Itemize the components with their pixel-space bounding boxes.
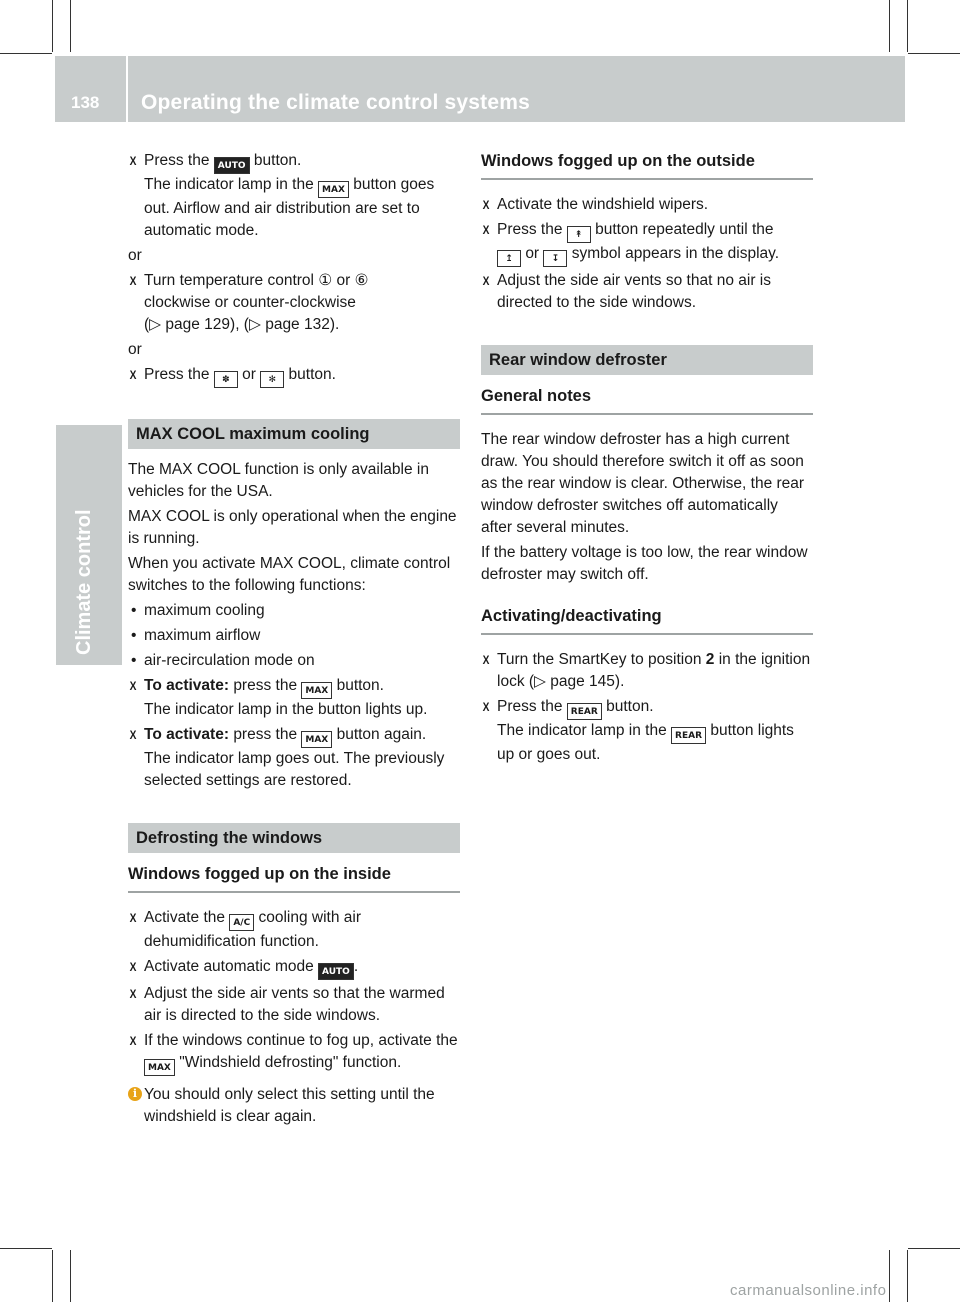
left-column bbox=[128, 150, 460, 1131]
crop-mark bbox=[889, 1250, 890, 1302]
ac-icon: A/C bbox=[229, 914, 254, 931]
rear-defrost-icon: REAR bbox=[567, 703, 602, 720]
page-number: 138 bbox=[71, 93, 100, 112]
watermark: carmanualsonline.info bbox=[730, 1282, 887, 1299]
fan-increase-icon: ✽ bbox=[214, 371, 238, 388]
step-press-fan: X Press the ✽ or ✻ button. bbox=[128, 364, 460, 388]
fan-decrease-icon: ✻ bbox=[260, 371, 284, 388]
page-header bbox=[55, 56, 905, 122]
callout-6-icon: ⑥ bbox=[354, 272, 369, 289]
crop-mark bbox=[0, 1248, 52, 1249]
section-heading: MAX COOL maximum cooling bbox=[128, 419, 460, 449]
step-activate-ac: X Activate the A/C cooling with air dehumidification function. bbox=[128, 907, 460, 953]
paragraph: The rear window defroster has a high current draw. You should therefore switch it off as soon as the rear window is clear. Otherwise, the rear window defroster switches off automatically after several minutes. bbox=[481, 431, 805, 536]
or-text: or bbox=[128, 341, 142, 358]
crop-mark bbox=[908, 1248, 960, 1249]
crop-mark bbox=[907, 0, 908, 52]
airflow-lower-icon: ↧ bbox=[543, 250, 567, 267]
header-divider bbox=[126, 56, 128, 122]
max-cool-icon: MAX bbox=[301, 682, 332, 699]
step-windshield-defrost: X If the windows continue to fog up, activate the MAX "Windshield defrosting" function. bbox=[128, 1030, 460, 1076]
paragraph: If the battery voltage is too low, the rear window defroster may switch off. bbox=[481, 544, 808, 583]
step-press-auto: X Press the AUTO button. The indicator lamp in the MAX button goes out. Airflow and air distribution are set to automatic mode. bbox=[128, 150, 460, 242]
page-title: Operating the climate control systems bbox=[141, 91, 531, 114]
step-press-airflow: X Press the ↟ button repeatedly until the ↥ or ↧ symbol appears in the display. bbox=[481, 219, 813, 267]
list-item: • maximum airflow bbox=[128, 625, 460, 647]
page-reference[interactable]: (▷ page 129), (▷ page 132). bbox=[144, 316, 340, 333]
info-icon: i bbox=[128, 1087, 142, 1101]
section-heading: Defrosting the windows bbox=[128, 823, 460, 853]
step-activate-max-cool-again: X To activate: press the MAX button again. The indicator lamp goes out. The previously selected settings are restored. bbox=[128, 724, 460, 792]
step-adjust-vents: X Adjust the side air vents so that the warmed air is directed to the side windows. bbox=[128, 983, 460, 1027]
step-activate-auto: X Activate automatic mode AUTO . bbox=[128, 956, 460, 980]
auto-button-icon: AUTO bbox=[214, 157, 250, 174]
subsection-heading: Windows fogged up on the inside bbox=[128, 863, 460, 893]
paragraph: MAX COOL is only operational when the engine is running. bbox=[128, 508, 457, 547]
crop-mark bbox=[908, 53, 960, 54]
paragraph: When you activate MAX COOL, climate control switches to the following functions: bbox=[128, 555, 451, 594]
step-press-rear-defrost: X Press the REAR button. The indicator lamp in the REAR button lights up or goes out. bbox=[481, 696, 813, 766]
or-text: or bbox=[128, 247, 142, 264]
max-cool-icon: MAX bbox=[301, 731, 332, 748]
crop-mark bbox=[70, 1250, 71, 1302]
step-activate-max-cool: X To activate: press the MAX button. The indicator lamp in the button lights up. bbox=[128, 675, 460, 721]
callout-1-icon: ① bbox=[318, 272, 333, 289]
step-adjust-side-vents: X Adjust the side air vents so that no air is directed to the side windows. bbox=[481, 270, 813, 314]
crop-mark bbox=[889, 0, 890, 52]
section-heading: Rear window defroster bbox=[481, 345, 813, 375]
airflow-upper-icon: ↥ bbox=[497, 250, 521, 267]
step-wipers: X Activate the windshield wipers. bbox=[481, 194, 813, 216]
paragraph: The MAX COOL function is only available in vehicles for the USA. bbox=[128, 461, 429, 500]
rear-defrost-icon: REAR bbox=[671, 727, 706, 744]
auto-button-icon: AUTO bbox=[318, 963, 354, 980]
crop-mark bbox=[70, 0, 71, 52]
list-item: • air-recirculation mode on bbox=[128, 650, 460, 672]
info-note: i You should only select this setting until the windshield is clear again. bbox=[128, 1084, 460, 1128]
right-column bbox=[481, 150, 813, 769]
subsection-heading: General notes bbox=[481, 385, 813, 415]
windshield-defrost-icon: MAX bbox=[144, 1059, 175, 1076]
step-smartkey-position: X Turn the SmartKey to position 2 in the ignition lock (▷ page 145). bbox=[481, 649, 813, 693]
list-item: • maximum cooling bbox=[128, 600, 460, 622]
windshield-defrost-icon: MAX bbox=[318, 181, 349, 198]
crop-mark bbox=[0, 53, 52, 54]
crop-mark bbox=[52, 1250, 53, 1302]
step-turn-temperature: X Turn temperature control ① or ⑥ clockwise or counter-clockwise (▷ page 129), (▷ page 132). bbox=[128, 270, 460, 336]
subsection-heading: Activating/deactivating bbox=[481, 605, 813, 635]
crop-mark bbox=[907, 1250, 908, 1302]
airflow-icon: ↟ bbox=[567, 226, 591, 243]
crop-mark bbox=[52, 0, 53, 52]
subsection-heading: Windows fogged up on the outside bbox=[481, 150, 813, 180]
section-tab bbox=[56, 425, 122, 665]
section-tab-label: Climate control bbox=[73, 509, 95, 655]
